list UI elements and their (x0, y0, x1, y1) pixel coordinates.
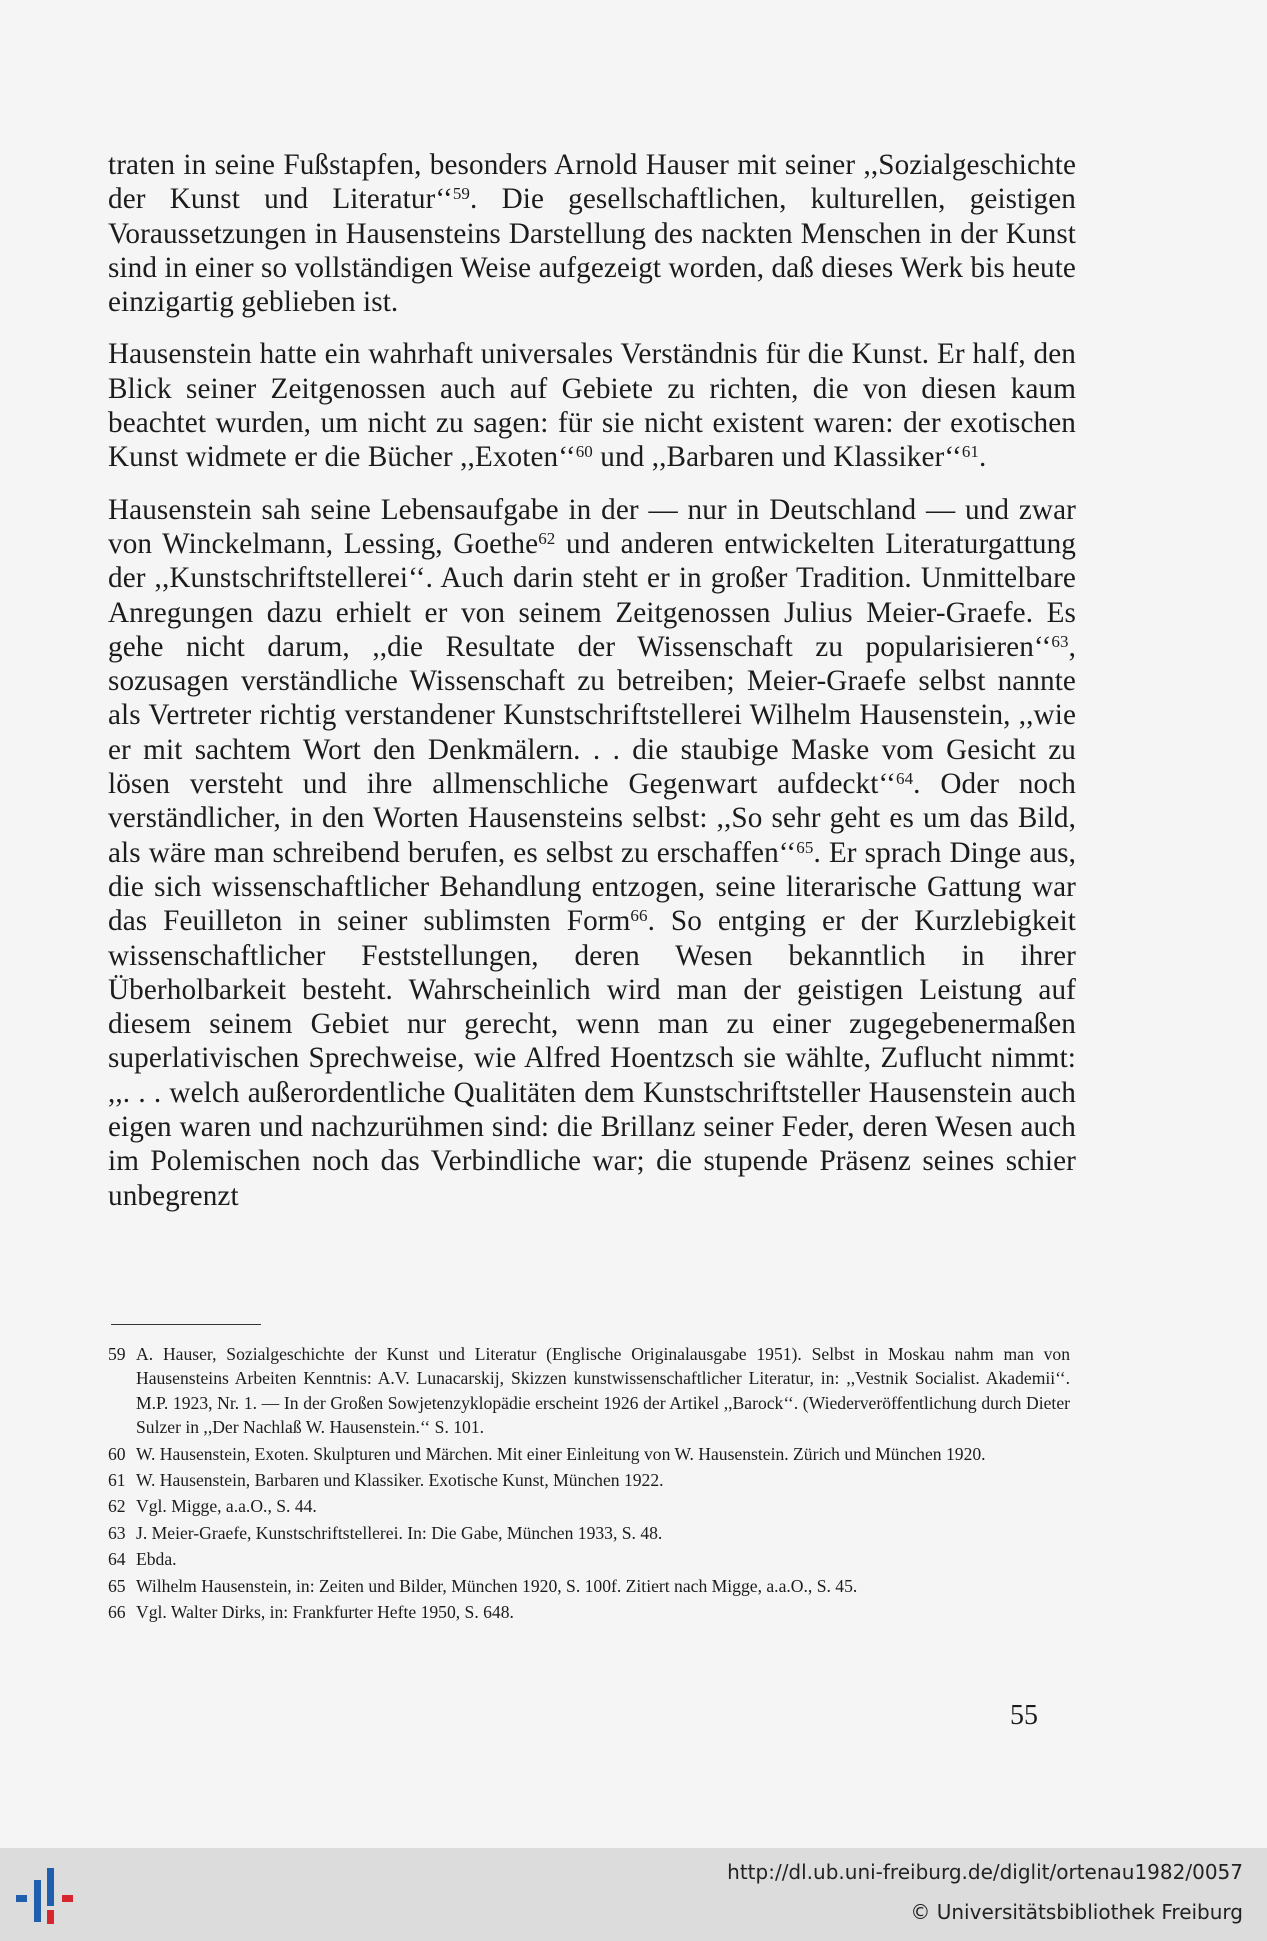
footnote (108, 1442, 1070, 1466)
footnote-number: 64 (108, 1549, 126, 1570)
footnote-number: 65 (108, 1575, 126, 1596)
footnote (108, 1468, 1070, 1492)
footnote-ref: 61 (961, 442, 980, 462)
text-run: . Die gesellschaftlichen, kulturellen, geistigen Voraussetzungen in Hausensteins Darstellung des nackten Menschen in der Kunst sind in einer so vollständigen Weise aufgezeigt worden, daß dieses Werk bis heute einzigartig geblieben ist. (108, 183, 1076, 319)
footnote-ref: 66 (630, 906, 648, 926)
footnote (108, 1574, 1070, 1598)
footnote-number: 59 (108, 1344, 126, 1364)
footnote-number: 60 (108, 1443, 126, 1464)
footnote-text: W. Hausenstein, Barbaren und Klassiker. Exotische Kunst, München 1922. (136, 1470, 664, 1491)
paragraph-3 (108, 493, 1076, 1213)
ub-freiburg-logo-icon (12, 1862, 82, 1932)
text-run: traten in seine Fußstapfen, besonders Arnold Hauser mit seiner ,,Sozialgeschichte der Kunst und Literatur‘‘ (108, 149, 1076, 216)
text-run: Hausenstein sah seine Lebensaufgabe in der — nur in Deutschland — und zwar von Winckelmann, Lessing, Goethe (108, 493, 1076, 560)
footnote-number: 61 (108, 1470, 126, 1491)
footnote-ref: 64 (895, 769, 914, 789)
footnote-ref: 60 (575, 442, 593, 462)
footnote-ref: 59 (452, 184, 471, 204)
footnote (108, 1521, 1070, 1545)
footnote-text: Wilhelm Hausenstein, in: Zeiten und Bilder, München 1920, S. 100f. Zitiert nach Migge, a.a.O., S. 45. (136, 1575, 858, 1596)
text-run: . So entging er der Kurzlebigkeit wissenschaftlicher Feststellungen, deren Wesen bekanntlich in ihrer Überholbarkeit besteht. Wahrscheinlich wird man der geistigen Leistung auf diesem seinem Gebiet nur gerecht, wenn man zu einer zugegebenermaßen superlativischen Sprechweise, wie Alfred Hoentzsch sie wählte, Zuflucht nimmt: ,,. . . welch außerordentliche Qualitäten dem Kunstschriftsteller Hausenstein auch eigen waren und nachzurühmen sind: die Brillanz seiner Feder, deren Wesen auch im Polemischen noch das Verbindliche war; die stupende Präsenz seines schier unbegrenzt (108, 905, 1076, 1212)
text-run: . Oder noch verständlicher, in den Worten Hausensteins selbst: ,,So sehr geht es um das Bild, als wäre man schreibend berufen, es selbst zu erschaffen‘‘ (108, 768, 1077, 869)
footnote-text: Vgl. Walter Dirks, in: Frankfurter Hefte 1950, S. 648. (136, 1602, 514, 1623)
footnote-text: A. Hauser, Sozialgeschichte der Kunst und Literatur (Englische Originalausgabe 1951). Selbst in Moskau nahm man von Hausensteins Arbeiten Kenntnis: A.V. Lunacarskij, Skizzen kunstwissenschaftlicher Literatur, in: ,,Vestnik Socialist. Akademii‘‘. M.P. 1923, Nr. 1. — In der Großen Sowjetenzyklopädie erscheint 1926 der Artikel ,,Barock‘‘. (Wiederveröffentlichung durch Dieter Sulzer in ,,Der Nachlaß W. Hausenstein.‘‘ S. 101. (136, 1344, 1070, 1438)
footnote-ref: 62 (538, 528, 556, 548)
paragraph-2 (108, 337, 1076, 474)
footnote (108, 1547, 1070, 1571)
page-number: 55 (1010, 1700, 1038, 1731)
text-run: , sozusagen verständliche Wissenschaft zu betreiben; Meier-Graefe selbst nannte als Vertreter richtig verstandener Kunstschriftstellerei Wilhelm Hausenstein, ,,wie er mit sachtem Wort den Denkmälern. . . die staubige Maske vom Gesicht zu lösen versteht und ihre allmenschliche Gegenwart aufdeckt‘‘ (108, 630, 1076, 801)
footnote-text: Vgl. Migge, a.a.O., S. 44. (136, 1496, 317, 1517)
body-text (108, 148, 1076, 1231)
footnote-number: 62 (108, 1496, 126, 1517)
copyright-notice: © Universitätsbibliothek Freiburg (910, 1900, 1243, 1924)
text-run: und ,,Barbaren und Klassiker‘‘ (592, 441, 962, 474)
footnote-text: W. Hausenstein, Exoten. Skulpturen und Märchen. Mit einer Einleitung von W. Hausenstein. Zürich und München 1920. (136, 1443, 986, 1464)
viewer-footer (0, 1848, 1267, 1941)
text-run: . Er sprach Dinge aus, die sich wissenschaftlicher Behandlung entzogen, seine literarische Gattung war das Feuilleton in seiner sublimsten Form (108, 836, 1076, 938)
footnote-number: 63 (108, 1522, 126, 1543)
text-run: . (979, 441, 987, 474)
footnote-text: J. Meier-Graefe, Kunstschriftstellerei. In: Die Gabe, München 1933, S. 48. (136, 1522, 663, 1543)
text-run: Hausenstein hatte ein wahrhaft universales Verständnis für die Kunst. Er half, den Blick seiner Zeitgenossen auch auf Gebiete zu richten, die von diesen kaum beachtet wurden, um nicht zu sagen: für sie nicht existent waren: der exotischen Kunst widmete er die Bücher ,,Exoten‘‘ (108, 338, 1076, 474)
paragraph-1 (108, 148, 1076, 319)
footnote-number: 66 (108, 1602, 126, 1623)
footnote-divider (111, 1324, 261, 1325)
footnote (108, 1494, 1070, 1518)
footnote-text: Ebda. (136, 1549, 177, 1570)
footnote (108, 1342, 1070, 1440)
permalink-url[interactable]: http://dl.ub.uni-freiburg.de/diglit/ortenau1982/0057 (727, 1860, 1243, 1884)
footnote (108, 1600, 1070, 1624)
text-run: und anderen entwickelten Literaturgattung der ,,Kunstschriftstellerei‘‘. Auch darin steht er in großer Tradition. Unmittelbare Anregungen dazu erhielt er von seinem Zeitgenossen Julius Meier-Graefe. Es gehe nicht darum, ,,die Resultate der Wissenschaft zu popularisieren‘‘ (108, 527, 1076, 663)
footnotes (108, 1342, 1070, 1626)
footnote-ref: 63 (1051, 631, 1069, 651)
footnote-ref: 65 (796, 837, 814, 857)
